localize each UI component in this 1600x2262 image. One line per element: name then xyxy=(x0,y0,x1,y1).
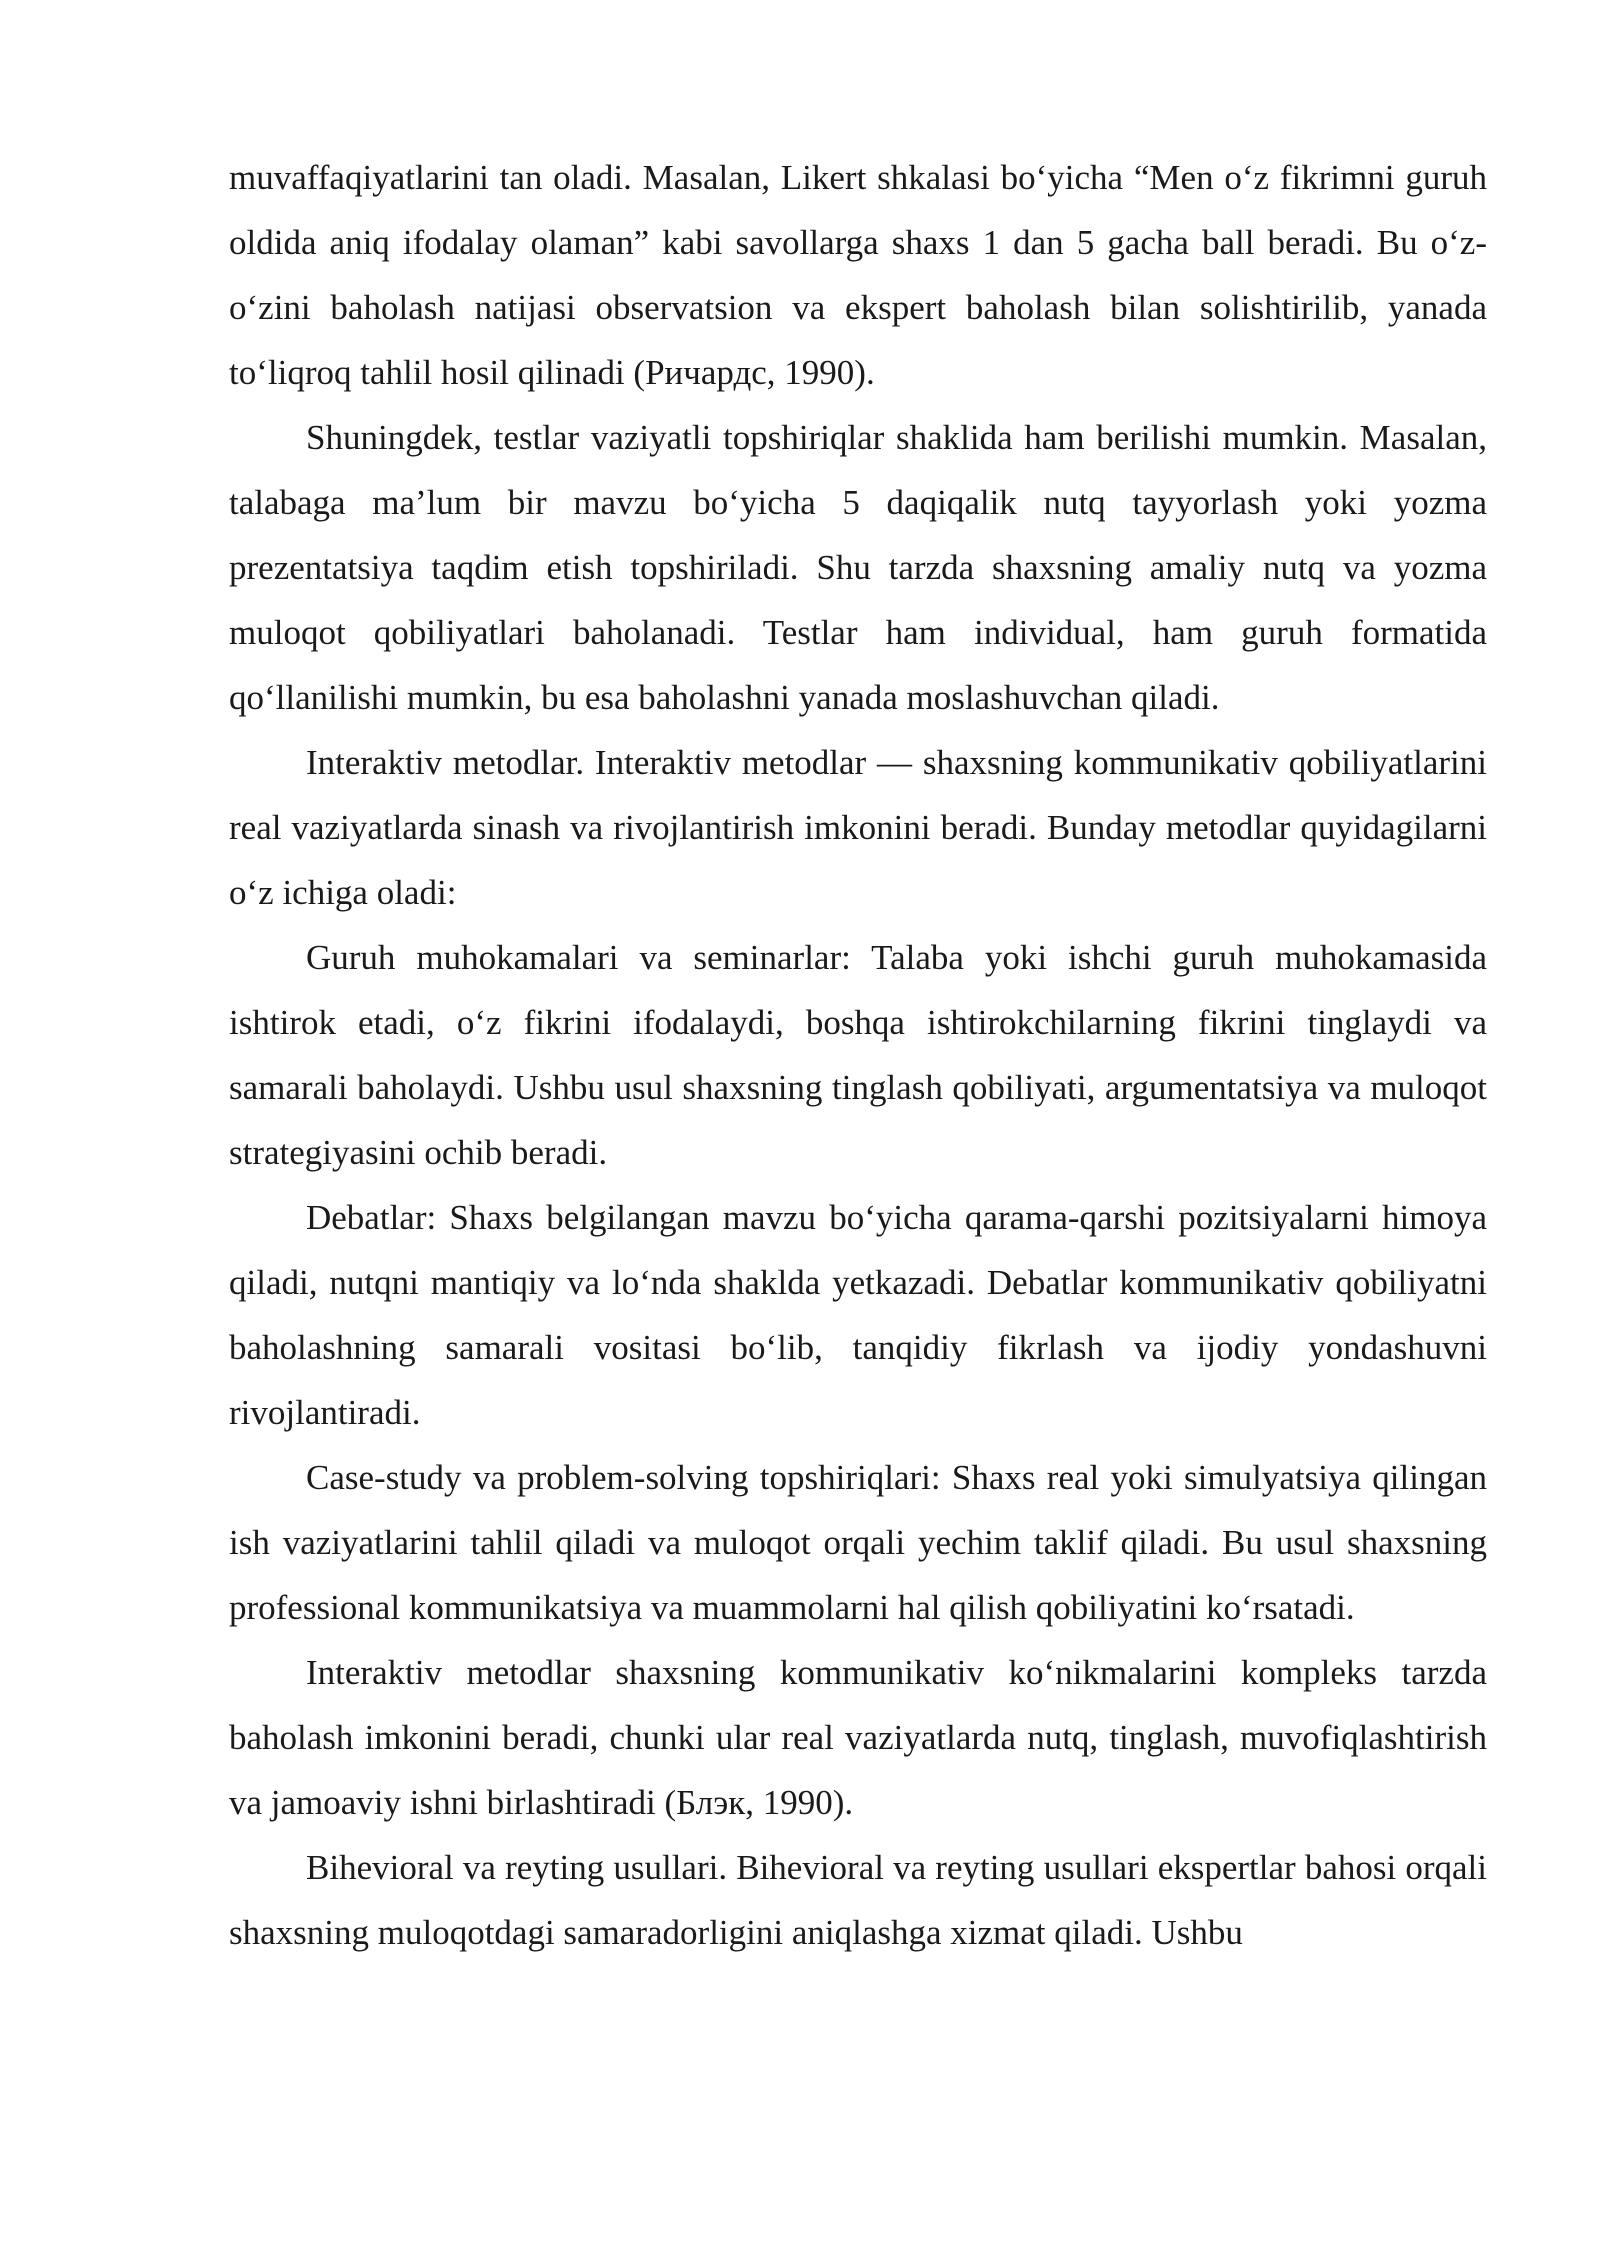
paragraph-1: muvaffaqiyatlarini tan oladi. Masalan, Likert shkalasi bo‘yicha “Men o‘z fikrimni guruh oldida aniq ifodalay olaman” kabi savollarga shaxs 1 dan 5 gacha ball beradi. Bu o‘z-o‘zini baholash natijasi observatsion va ekspert baholash bilan solishtirilib, yanada to‘liqroq tahlil hosil qilinadi (Ричардс, 1990). xyxy=(229,158,1487,392)
paragraph-3: Interaktiv metodlar. Interaktiv metodlar — shaxsning kommunikativ qobiliyatlarini real vaziyatlarda sinash va rivojlantirish imkonini beradi. Bunday metodlar quyidagilarni o‘z ichiga oladi: xyxy=(229,743,1487,912)
paragraph-8: Bihevioral va reyting usullari. Bihevioral va reyting usullari ekspertlar bahosi orqali shaxsning muloqotdagi samaradorligini aniqlashga xizmat qiladi. Ushbu xyxy=(229,1848,1487,1952)
paragraph-7: Interaktiv metodlar shaxsning kommunikativ ko‘nikmalarini kompleks tarzda baholash imkonini beradi, chunki ular real vaziyatlarda nutq, tinglash, muvofiqlashtirish va jamoaviy ishni birlashtiradi (Блэк, 1990). xyxy=(229,1653,1487,1822)
paragraph-4: Guruh muhokamalari va seminarlar: Talaba yoki ishchi guruh muhokamasida ishtirok etadi, o‘z fikrini ifodalaydi, boshqa ishtirokchilarning fikrini tinglaydi va samarali baholaydi. Ushbu usul shaxsning tinglash qobiliyati, argumentatsiya va muloqot strategiyasini ochib beradi. xyxy=(229,938,1487,1172)
paragraph-6: Case-study va problem-solving topshiriqlari: Shaxs real yoki simulyatsiya qilingan ish vaziyatlarini tahlil qiladi va muloqot orqali yechim taklif qiladi. Bu usul shaxsning professional kommunikatsiya va muammolarni hal qilish qobiliyatini ko‘rsatadi. xyxy=(229,1458,1487,1627)
paragraph-5: Debatlar: Shaxs belgilangan mavzu bo‘yicha qarama-qarshi pozitsiyalarni himoya qiladi, nutqni mantiqiy va lo‘nda shaklda yetkazadi. Debatlar kommunikativ qobiliyatni baholashning samarali vositasi bo‘lib, tanqidiy fikrlash va ijodiy yondashuvni rivojlantiradi. xyxy=(229,1198,1487,1432)
paragraph-2: Shuningdek, testlar vaziyatli topshiriqlar shaklida ham berilishi mumkin. Masalan, talabaga ma’lum bir mavzu bo‘yicha 5 daqiqalik nutq tayyorlash yoki yozma prezentatsiya taqdim etish topshiriladi. Shu tarzda shaxsning amaliy nutq va yozma muloqot qobiliyatlari baholanadi. Testlar ham individual, ham guruh formatida qo‘llanilishi mumkin, bu esa baholashni yanada moslashuvchan qiladi. xyxy=(229,418,1487,717)
document-body xyxy=(229,145,1487,1965)
